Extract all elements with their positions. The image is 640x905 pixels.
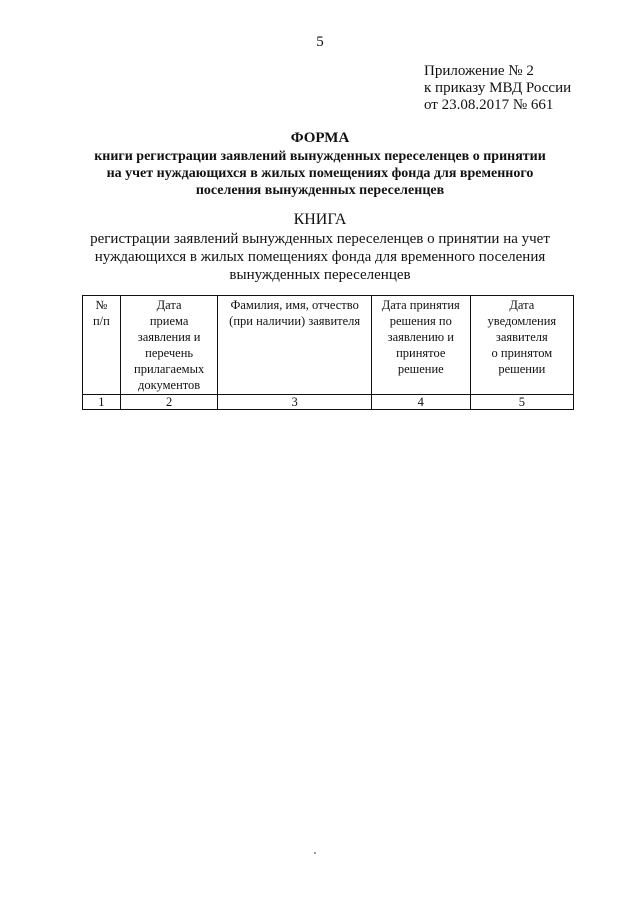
book-subtitle-line: вынужденных переселенцев: [229, 267, 411, 283]
header-line: Дата: [509, 298, 535, 312]
header-line: №: [95, 298, 108, 312]
header-cell-decision-date: [371, 296, 470, 395]
header-line: Дата: [156, 298, 182, 312]
header-line: решение: [397, 362, 444, 376]
header-line: принятое: [396, 346, 446, 360]
header-line: п/п: [92, 314, 110, 328]
header-line: решения по: [389, 314, 452, 328]
numbering-cell: 1: [83, 395, 121, 410]
book-subtitle: [80, 230, 560, 284]
header-line: Дата принятия: [381, 298, 460, 312]
registration-table: [82, 295, 574, 410]
header-cell-number: [83, 296, 121, 395]
page-number: 5: [316, 34, 324, 50]
scan-speck: [314, 852, 316, 854]
header-line: прилагаемых: [134, 362, 205, 376]
header-cell-notification-date: [470, 296, 573, 395]
numbering-cell: 4: [371, 395, 470, 410]
header-line: решении: [498, 362, 546, 376]
form-subtitle-line: поселения вынужденных переселенцев: [195, 183, 445, 198]
header-line: документов: [138, 378, 201, 392]
header-line: заявлению и: [387, 330, 454, 344]
book-subtitle-line: нуждающихся в жилых помещениях фонда для временного поселения: [94, 249, 546, 265]
numbering-cell: 2: [120, 395, 218, 410]
header-line: перечень: [145, 346, 194, 360]
header-cell-applicant-name: [218, 296, 371, 395]
book-title: КНИГА: [293, 211, 347, 228]
header-line: уведомления: [487, 314, 557, 328]
header-line: приема: [149, 314, 189, 328]
table-header-row: [83, 296, 574, 395]
appendix-reference: [424, 63, 571, 114]
form-subtitle-line: книги регистрации заявлений вынужденных переселенцев о принятии: [94, 149, 546, 164]
header-line: заявителя: [495, 330, 548, 344]
numbering-cell: 3: [218, 395, 371, 410]
numbering-cell: 5: [470, 395, 573, 410]
header-line: Фамилия, имя, отчество: [230, 298, 359, 312]
appendix-line-1: Приложение № 2: [424, 63, 534, 79]
appendix-line-2: к приказу МВД России: [424, 80, 572, 96]
form-subtitle-line: на учет нуждающихся в жилых помещениях фонда для временного: [106, 166, 534, 181]
header-line: о принятом: [491, 346, 553, 360]
header-line: (при наличии) заявителя: [229, 314, 361, 328]
form-title: ФОРМА: [290, 130, 350, 146]
form-subtitle: [70, 148, 570, 199]
table-numbering-row: [83, 395, 574, 410]
header-cell-receipt-date: [120, 296, 218, 395]
header-line: заявления и: [137, 330, 201, 344]
book-subtitle-line: регистрации заявлений вынужденных переселенцев о принятии на учет: [90, 231, 550, 247]
appendix-line-3: от 23.08.2017 № 661: [424, 97, 554, 113]
